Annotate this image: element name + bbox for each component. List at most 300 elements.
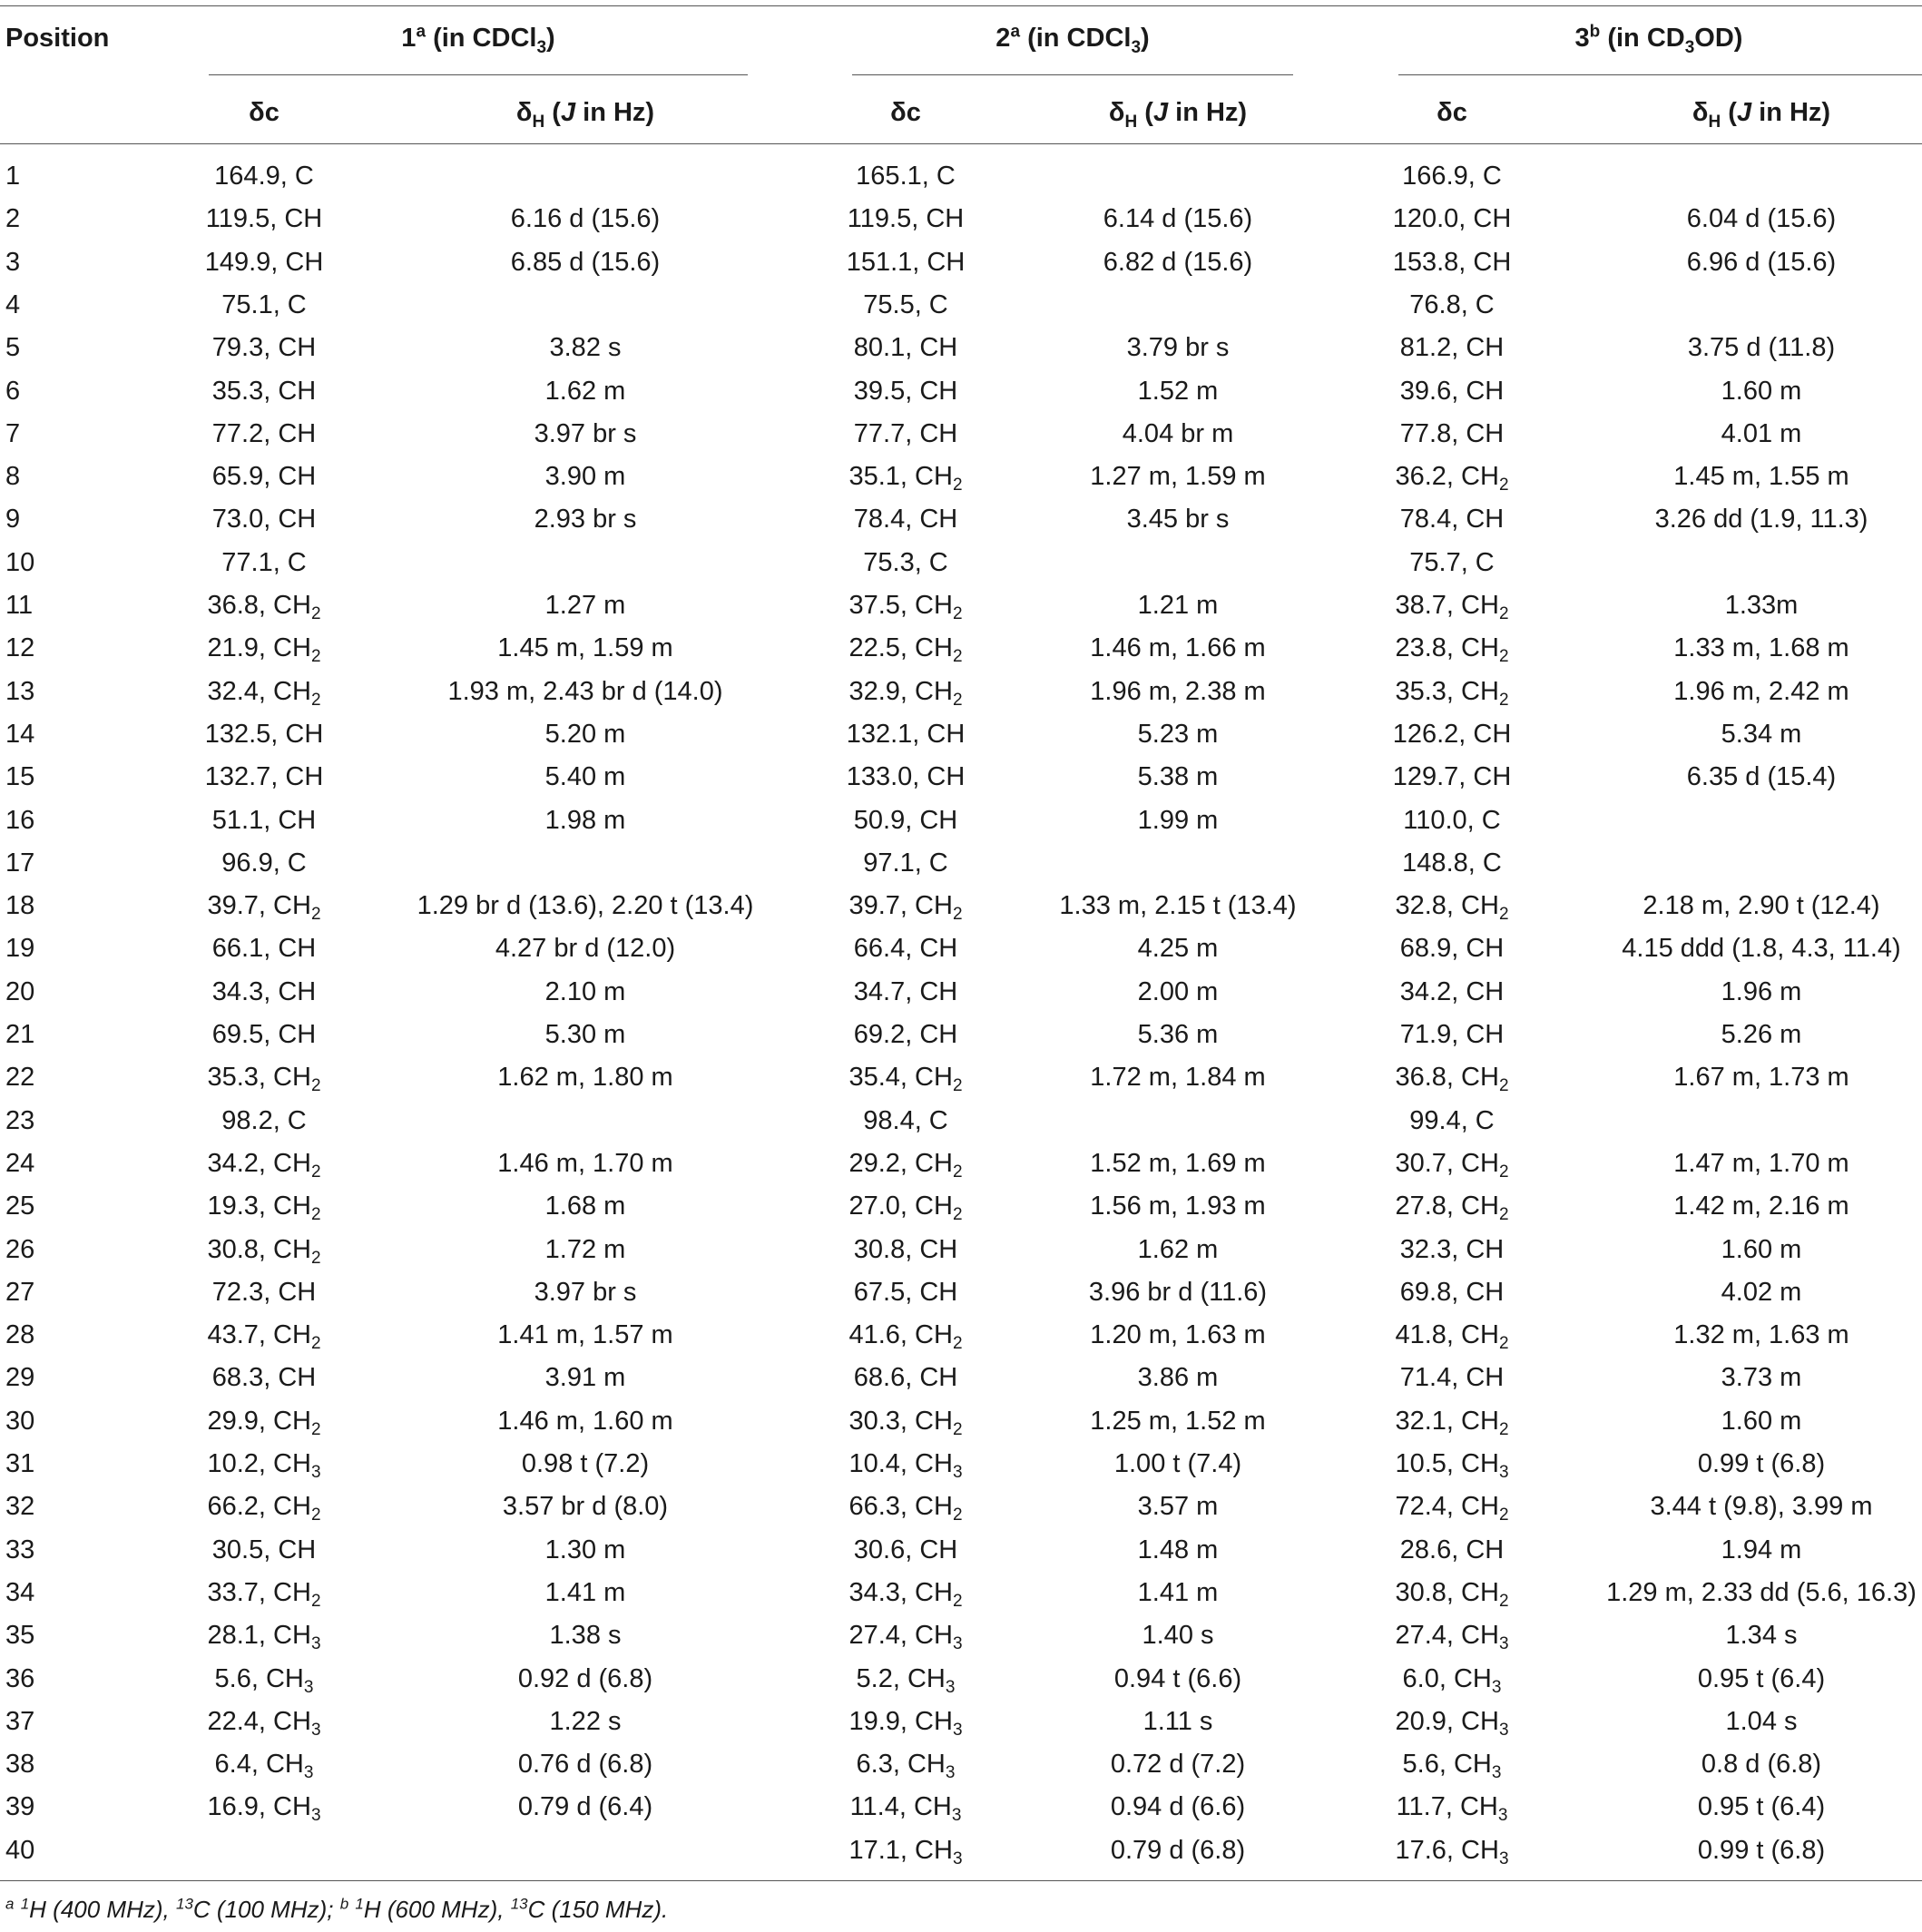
carbon-shift-3-cell: 23.8, $CH_2$ [1395,633,1509,667]
position-cell: 28 [5,1320,35,1350]
proton-shift-1-cell: 0.76 d (6.8) [517,1750,653,1780]
position-cell: 13 [5,676,35,706]
carbon-shift-1-cell: 32.4, $CH_2$ [207,676,321,710]
carbon-shift-2-cell: 10.4, $CH_3$ [848,1449,963,1482]
carbon-shift-2-cell: 50.9, CH [853,805,958,835]
carbon-shift-2-cell: 35.1, $CH_2$ [848,462,963,495]
position-cell: 15 [5,762,35,792]
proton-shift-1-cell: 1.68 m [544,1192,626,1221]
table-row [0,1014,1922,1056]
position-cell: 39 [5,1792,35,1822]
compound-2-group-rule [852,74,1293,75]
carbon-shift-1-cell: 19.3, $CH_2$ [207,1192,321,1225]
carbon-shift-2-cell: 80.1, CH [853,333,958,363]
table-row [0,155,1922,198]
position-cell: 26 [5,1234,35,1264]
proton-shift-1-cell: 1.41 m [544,1577,626,1607]
table-row [0,1100,1922,1143]
table-row [0,1185,1922,1228]
proton-shift-2-cell: 0.94 t (6.6) [1113,1663,1242,1693]
carbon-shift-3-cell: 27.4, $CH_3$ [1395,1621,1509,1654]
carbon-shift-3-cell: 34.2, CH [1399,976,1505,1006]
proton-shift-1-cell: 3.90 m [544,462,626,492]
position-cell: 16 [5,805,35,835]
table-row [0,1143,1922,1185]
carbon-shift-2-cell: 30.8, CH [853,1234,958,1264]
proton-shift-2-cell: 1.20 m, 1.63 m [1090,1320,1266,1350]
proton-shift-1-cell: 5.40 m [544,762,626,792]
table-row [0,1056,1922,1099]
carbon-shift-3-cell: 35.3, $CH_2$ [1395,676,1509,710]
carbon-shift-2-cell: 30.6, CH [853,1535,958,1564]
proton-shift-3-cell: 1.29 m, 2.33 dd (5.6, 16.3) [1606,1577,1917,1607]
carbon-shift-1-cell: 16.9, $CH_3$ [207,1792,321,1826]
carbon-shift-1-cell: 73.0, CH [211,505,317,534]
carbon-shift-2-cell: 41.6, $CH_2$ [848,1320,963,1354]
table-row [0,584,1922,627]
carbon-shift-2-cell: 22.5, $CH_2$ [848,633,963,667]
proton-shift-2-cell: 1.52 m [1137,376,1219,406]
proton-shift-1-cell: 0.92 d (6.8) [517,1663,653,1693]
carbon-shift-2-cell: 98.4, C [863,1105,948,1135]
carbon-shift-2-cell: 78.4, CH [853,505,958,534]
table-row [0,198,1922,240]
carbon-shift-2-cell: 19.9, $CH_3$ [848,1706,963,1740]
carbon-shift-1-cell: 164.9, C [214,162,314,191]
position-cell: 11 [5,591,34,620]
proton-shift-1-cell: 1.29 br d (13.6), 2.20 t (13.4) [417,891,754,921]
proton-shift-1-cell: 1.62 m, 1.80 m [497,1063,673,1093]
proton-shift-3-cell: 2.18 m, 2.90 t (12.4) [1643,891,1880,921]
position-cell: 4 [5,289,21,319]
carbon-shift-2-cell: 29.2, $CH_2$ [848,1148,963,1182]
carbon-shift-2-cell: 27.4, $CH_3$ [848,1621,963,1654]
carbon-shift-3-cell: 28.6, CH [1399,1535,1505,1564]
carbon-shift-2-cell: 77.7, CH [853,418,958,448]
carbon-shift-1-cell: 22.4, $CH_3$ [207,1706,321,1740]
carbon-shift-3-cell: 69.8, CH [1399,1277,1505,1307]
proton-shift-2-cell: 5.23 m [1137,719,1219,749]
table-row [0,1658,1922,1701]
proton-shift-2-cell: 2.00 m [1137,976,1219,1006]
proton-shift-1-cell: 2.10 m [544,976,626,1006]
table-row [0,1229,1922,1271]
carbon-shift-1-cell: 77.2, CH [211,418,317,448]
proton-shift-2-cell: 4.04 br m [1122,418,1234,448]
carbon-shift-2-cell: 75.5, C [863,289,948,319]
table-row [0,1486,1922,1528]
table-row [0,1786,1922,1829]
carbon-shift-1-cell: 29.9, $CH_2$ [207,1406,321,1439]
proton-shift-3-cell: 1.33 m, 1.68 m [1673,633,1849,663]
position-cell: 17 [5,848,35,878]
dc-header-2: δc [890,98,921,127]
position-cell: 30 [5,1406,35,1436]
position-cell: 27 [5,1277,35,1307]
position-cell: 36 [5,1663,35,1693]
carbon-shift-1-cell: 34.3, CH [211,976,317,1006]
table-bottom-rule [0,1880,1922,1881]
position-cell: 40 [5,1835,35,1865]
carbon-shift-2-cell: 27.0, $CH_2$ [848,1192,963,1225]
table-row [0,627,1922,670]
proton-shift-3-cell: 1.42 m, 2.16 m [1673,1192,1849,1221]
proton-shift-1-cell: 1.46 m, 1.60 m [497,1406,673,1436]
carbon-shift-1-cell: 36.8, $CH_2$ [207,591,321,623]
proton-shift-3-cell: 3.73 m [1721,1363,1802,1393]
carbon-shift-3-cell: 110.0, C [1403,805,1501,835]
position-cell: 12 [5,633,35,663]
proton-shift-1-cell: 3.97 br s [534,1277,637,1307]
carbon-shift-1-cell: 10.2, $CH_3$ [207,1449,321,1482]
proton-shift-1-cell: 4.27 br d (12.0) [495,934,676,964]
proton-shift-3-cell: 1.33m [1724,591,1799,620]
carbon-shift-1-cell: 5.6, $CH_3$ [214,1663,314,1697]
carbon-shift-1-cell: 34.2, $CH_2$ [207,1148,321,1182]
position-cell: 5 [5,333,21,363]
position-cell: 34 [5,1577,35,1607]
proton-shift-3-cell: 0.95 t (6.4) [1697,1663,1826,1693]
table-row [0,456,1922,498]
table-row [0,241,1922,284]
position-cell: 23 [5,1105,35,1135]
table-row [0,927,1922,970]
carbon-shift-3-cell: 129.7, CH [1392,762,1512,792]
carbon-shift-3-cell: 76.8, C [1409,289,1495,319]
carbon-shift-1-cell: 72.3, CH [211,1277,317,1307]
proton-shift-2-cell: 3.86 m [1137,1363,1219,1393]
carbon-shift-3-cell: 39.6, CH [1399,376,1505,406]
carbon-shift-2-cell: 6.3, $CH_3$ [856,1750,956,1783]
proton-shift-2-cell: 5.36 m [1137,1020,1219,1049]
proton-shift-1-cell: 1.45 m, 1.59 m [497,633,673,663]
proton-shift-1-cell: 3.57 br d (8.0) [502,1492,669,1522]
proton-shift-3-cell: 1.45 m, 1.55 m [1673,462,1849,492]
proton-shift-2-cell: 1.99 m [1137,805,1219,835]
carbon-shift-3-cell: 41.8, $CH_2$ [1395,1320,1509,1354]
dh-header-1: $\delta_H$ (J in Hz) [515,98,655,132]
carbon-shift-3-cell: 166.9, C [1402,162,1502,191]
position-cell: 9 [5,505,21,534]
table-row [0,542,1922,584]
proton-shift-2-cell: 4.25 m [1137,934,1219,964]
proton-shift-1-cell: 1.30 m [544,1535,626,1564]
carbon-shift-3-cell: 38.7, $CH_2$ [1395,591,1509,623]
carbon-shift-3-cell: 27.8, $CH_2$ [1395,1192,1509,1225]
carbon-shift-3-cell: 32.1, $CH_2$ [1395,1406,1509,1439]
carbon-shift-3-cell: 78.4, CH [1399,505,1505,534]
carbon-shift-3-cell: 30.7, $CH_2$ [1395,1148,1509,1182]
carbon-shift-3-cell: 75.7, C [1409,547,1495,577]
proton-shift-2-cell: 5.38 m [1137,762,1219,792]
proton-shift-3-cell: 1.60 m [1721,1406,1802,1436]
position-cell: 24 [5,1148,35,1178]
proton-shift-2-cell: 0.94 d (6.6) [1110,1792,1246,1822]
position-cell: 35 [5,1621,35,1651]
proton-shift-3-cell: 0.99 t (6.8) [1697,1449,1826,1478]
carbon-shift-3-cell: 153.8, CH [1392,247,1512,277]
carbon-shift-1-cell: 96.9, C [221,848,307,878]
proton-shift-2-cell: 3.57 m [1137,1492,1219,1522]
table-row [0,671,1922,713]
proton-shift-2-cell: 1.11 s [1142,1706,1213,1736]
carbon-shift-2-cell: 67.5, CH [853,1277,958,1307]
carbon-shift-2-cell: 34.3, $CH_2$ [848,1577,963,1611]
carbon-shift-2-cell: 75.3, C [863,547,948,577]
carbon-shift-1-cell: 132.7, CH [204,762,324,792]
carbon-shift-1-cell: 35.3, $CH_2$ [207,1063,321,1096]
proton-shift-3-cell: 0.99 t (6.8) [1697,1835,1826,1865]
position-cell: 22 [5,1063,35,1093]
proton-shift-2-cell: 0.79 d (6.8) [1110,1835,1246,1865]
table-row [0,327,1922,369]
proton-shift-3-cell: 3.44 t (9.8), 3.99 m [1650,1492,1873,1522]
table-row [0,799,1922,842]
carbon-shift-1-cell: 39.7, $CH_2$ [207,891,321,925]
carbon-shift-2-cell: 151.1, CH [846,247,966,277]
carbon-shift-1-cell: 75.1, C [221,289,307,319]
proton-shift-3-cell: 6.04 d (15.6) [1686,204,1837,234]
carbon-shift-2-cell: 34.7, CH [853,976,958,1006]
compound-3-header: 3$^b$ (in $CD_3OD$) [1574,22,1743,57]
table-row [0,1357,1922,1399]
carbon-shift-3-cell: 5.6, $CH_3$ [1402,1750,1502,1783]
proton-shift-2-cell: 1.21 m [1137,591,1219,620]
proton-shift-2-cell: 1.27 m, 1.59 m [1090,462,1266,492]
carbon-shift-2-cell: 132.1, CH [846,719,966,749]
carbon-shift-1-cell: 77.1, C [221,547,307,577]
carbon-shift-2-cell: 11.4, $CH_3$ [849,1792,962,1826]
proton-shift-2-cell: 3.79 br s [1126,333,1230,363]
table-row [0,971,1922,1014]
proton-shift-1-cell: 0.79 d (6.4) [517,1792,653,1822]
carbon-shift-2-cell: 39.7, $CH_2$ [848,891,963,925]
proton-shift-1-cell: 5.30 m [544,1020,626,1049]
carbon-shift-3-cell: 36.8, $CH_2$ [1395,1063,1509,1096]
position-cell: 20 [5,976,35,1006]
table-row [0,842,1922,885]
carbon-shift-3-cell: 120.0, CH [1392,204,1512,234]
carbon-shift-1-cell: 28.1, $CH_3$ [207,1621,321,1654]
proton-shift-3-cell: 1.67 m, 1.73 m [1673,1063,1849,1093]
position-cell: 37 [5,1706,35,1736]
proton-shift-2-cell: 1.52 m, 1.69 m [1090,1148,1266,1178]
position-cell: 38 [5,1750,35,1780]
compound-1-header: 1$^a$ (in CDCl$_3$) [401,22,555,57]
proton-shift-3-cell: 4.01 m [1721,418,1802,448]
proton-shift-1-cell: 6.16 d (15.6) [510,204,661,234]
proton-shift-3-cell: 4.02 m [1721,1277,1802,1307]
carbon-shift-1-cell: 65.9, CH [211,462,317,492]
position-cell: 25 [5,1192,35,1221]
position-cell: 19 [5,934,35,964]
carbon-shift-1-cell: 43.7, $CH_2$ [207,1320,321,1354]
table-row [0,1572,1922,1614]
proton-shift-1-cell: 1.27 m [544,591,626,620]
table-row [0,498,1922,541]
carbon-shift-1-cell: 79.3, CH [211,333,317,363]
proton-shift-2-cell: 3.96 br d (11.6) [1088,1277,1268,1307]
carbon-shift-3-cell: 148.8, C [1402,848,1502,878]
carbon-shift-2-cell: 165.1, C [856,162,956,191]
proton-shift-3-cell: 3.26 dd (1.9, 11.3) [1654,505,1868,534]
dh-header-2: $\delta_H$ (J in Hz) [1108,98,1248,132]
proton-shift-3-cell: 6.35 d (15.4) [1686,762,1837,792]
proton-shift-2-cell: 1.33 m, 2.15 t (13.4) [1059,891,1297,921]
carbon-shift-2-cell: 30.3, $CH_2$ [848,1406,963,1439]
proton-shift-2-cell: 1.72 m, 1.84 m [1090,1063,1266,1093]
table-row [0,1743,1922,1786]
position-cell: 21 [5,1020,35,1049]
carbon-shift-1-cell: 33.7, $CH_2$ [207,1577,321,1611]
compound-2-header: 2$^a$ (in CDCl$_3$) [995,22,1150,57]
position-cell: 8 [5,462,21,492]
table-row [0,1529,1922,1572]
carbon-shift-1-cell: 119.5, CH [205,204,323,234]
header-bottom-rule [0,143,1922,144]
carbon-shift-2-cell: 69.2, CH [853,1020,958,1049]
position-cell: 10 [5,547,35,577]
dc-header-3: δc [1437,98,1467,127]
dh-header-3: $\delta_H$ (J in Hz) [1692,98,1831,132]
table-footnote: $^a$ $^1$H (400 MHz), $^{13}$C (100 MHz); $^b$ $^1$H (600 MHz), $^{13}$C (150 MHz). [5,1895,669,1923]
carbon-shift-1-cell: 30.8, $CH_2$ [207,1234,321,1268]
carbon-shift-3-cell: 68.9, CH [1399,934,1505,964]
proton-shift-1-cell: 1.38 s [549,1621,622,1651]
carbon-shift-1-cell: 98.2, C [221,1105,307,1135]
carbon-shift-3-cell: 32.3, CH [1399,1234,1505,1264]
proton-shift-3-cell: 1.96 m, 2.42 m [1673,676,1849,706]
proton-shift-3-cell: 1.47 m, 1.70 m [1673,1148,1849,1178]
carbon-shift-1-cell: 149.9, CH [204,247,324,277]
position-cell: 32 [5,1492,35,1522]
carbon-shift-3-cell: 10.5, $CH_3$ [1395,1449,1509,1482]
carbon-shift-3-cell: 99.4, C [1409,1105,1495,1135]
proton-shift-3-cell: 0.8 d (6.8) [1701,1750,1822,1780]
carbon-shift-3-cell: 36.2, $CH_2$ [1395,462,1509,495]
carbon-shift-2-cell: 66.4, CH [853,934,958,964]
top-rule [0,5,1922,6]
carbon-shift-2-cell: 97.1, C [863,848,948,878]
proton-shift-3-cell: 1.96 m [1721,976,1802,1006]
carbon-shift-2-cell: 32.9, $CH_2$ [848,676,963,710]
carbon-shift-1-cell: 21.9, $CH_2$ [207,633,321,667]
proton-shift-1-cell: 1.46 m, 1.70 m [497,1148,673,1178]
table-row [0,413,1922,456]
table-row [0,284,1922,327]
table-row [0,1829,1922,1872]
proton-shift-1-cell: 5.20 m [544,719,626,749]
position-header: Position [5,24,110,53]
carbon-shift-1-cell: 132.5, CH [204,719,324,749]
proton-shift-1-cell: 0.98 t (7.2) [521,1449,650,1478]
carbon-shift-3-cell: 126.2, CH [1392,719,1512,749]
carbon-shift-2-cell: 133.0, CH [846,762,966,792]
table-row [0,1400,1922,1443]
position-cell: 3 [5,247,21,277]
carbon-shift-1-cell: 66.2, $CH_2$ [207,1492,321,1525]
carbon-shift-3-cell: 6.0, $CH_3$ [1402,1663,1502,1697]
carbon-shift-3-cell: 30.8, $CH_2$ [1395,1577,1509,1611]
carbon-shift-3-cell: 71.9, CH [1399,1020,1505,1049]
carbon-shift-2-cell: 5.2, $CH_3$ [856,1663,956,1697]
proton-shift-2-cell: 6.14 d (15.6) [1103,204,1253,234]
position-cell: 1 [5,162,21,191]
carbon-shift-1-cell: 51.1, CH [211,805,317,835]
dc-header-1: δc [249,98,279,127]
carbon-shift-2-cell: 119.5, CH [847,204,965,234]
proton-shift-3-cell: 1.34 s [1725,1621,1798,1651]
carbon-shift-3-cell: 71.4, CH [1399,1363,1505,1393]
carbon-shift-1-cell: 35.3, CH [211,376,317,406]
proton-shift-3-cell: 1.60 m [1721,376,1802,406]
proton-shift-1-cell: 6.85 d (15.6) [510,247,661,277]
carbon-shift-3-cell: 11.7, $CH_3$ [1396,1792,1508,1826]
proton-shift-3-cell: 5.34 m [1721,719,1802,749]
carbon-shift-3-cell: 17.6, $CH_3$ [1395,1835,1509,1868]
table-row [0,1271,1922,1314]
table-row [0,756,1922,799]
table-row [0,1614,1922,1657]
compound-3-group-rule [1398,74,1922,75]
proton-shift-2-cell: 1.00 t (7.4) [1113,1449,1242,1478]
position-cell: 14 [5,719,35,749]
table-row [0,885,1922,927]
proton-shift-3-cell: 0.95 t (6.4) [1697,1792,1826,1822]
proton-shift-1-cell: 1.22 s [549,1706,622,1736]
proton-shift-1-cell: 1.93 m, 2.43 br d (14.0) [447,676,723,706]
proton-shift-2-cell: 1.48 m [1137,1535,1219,1564]
position-cell: 33 [5,1535,35,1564]
carbon-shift-2-cell: 39.5, CH [853,376,958,406]
proton-shift-2-cell: 3.45 br s [1126,505,1230,534]
position-cell: 29 [5,1363,35,1393]
table-row [0,1701,1922,1743]
carbon-shift-3-cell: 81.2, CH [1399,333,1505,363]
proton-shift-3-cell: 5.26 m [1721,1020,1802,1049]
position-cell: 6 [5,376,21,406]
proton-shift-2-cell: 1.46 m, 1.66 m [1090,633,1266,663]
carbon-shift-3-cell: 77.8, CH [1399,418,1505,448]
proton-shift-2-cell: 0.72 d (7.2) [1110,1750,1246,1780]
carbon-shift-2-cell: 37.5, $CH_2$ [848,591,963,623]
proton-shift-3-cell: 4.15 ddd (1.8, 4.3, 11.4) [1622,934,1901,964]
proton-shift-2-cell: 1.96 m, 2.38 m [1090,676,1266,706]
proton-shift-1-cell: 1.41 m, 1.57 m [497,1320,673,1350]
carbon-shift-1-cell: 6.4, $CH_3$ [214,1750,314,1783]
carbon-shift-3-cell: 20.9, $CH_3$ [1395,1706,1509,1740]
proton-shift-3-cell: 1.04 s [1725,1706,1798,1736]
proton-shift-2-cell: 1.56 m, 1.93 m [1090,1192,1266,1221]
proton-shift-1-cell: 2.93 br s [534,505,637,534]
carbon-shift-2-cell: 35.4, $CH_2$ [848,1063,963,1096]
table-row [0,1314,1922,1357]
proton-shift-3-cell: 6.96 d (15.6) [1686,247,1837,277]
proton-shift-1-cell: 3.82 s [549,333,622,363]
proton-shift-2-cell: 1.41 m [1137,1577,1219,1607]
position-cell: 31 [5,1449,35,1478]
proton-shift-1-cell: 3.97 br s [534,418,637,448]
table-row [0,713,1922,756]
position-cell: 2 [5,204,21,234]
proton-shift-1-cell: 1.62 m [544,376,626,406]
carbon-shift-1-cell: 69.5, CH [211,1020,317,1049]
proton-shift-2-cell: 1.25 m, 1.52 m [1090,1406,1266,1436]
carbon-shift-2-cell: 17.1, $CH_3$ [848,1835,963,1868]
carbon-shift-2-cell: 66.3, $CH_2$ [848,1492,963,1525]
proton-shift-3-cell: 1.94 m [1721,1535,1802,1564]
position-cell: 7 [5,418,21,448]
